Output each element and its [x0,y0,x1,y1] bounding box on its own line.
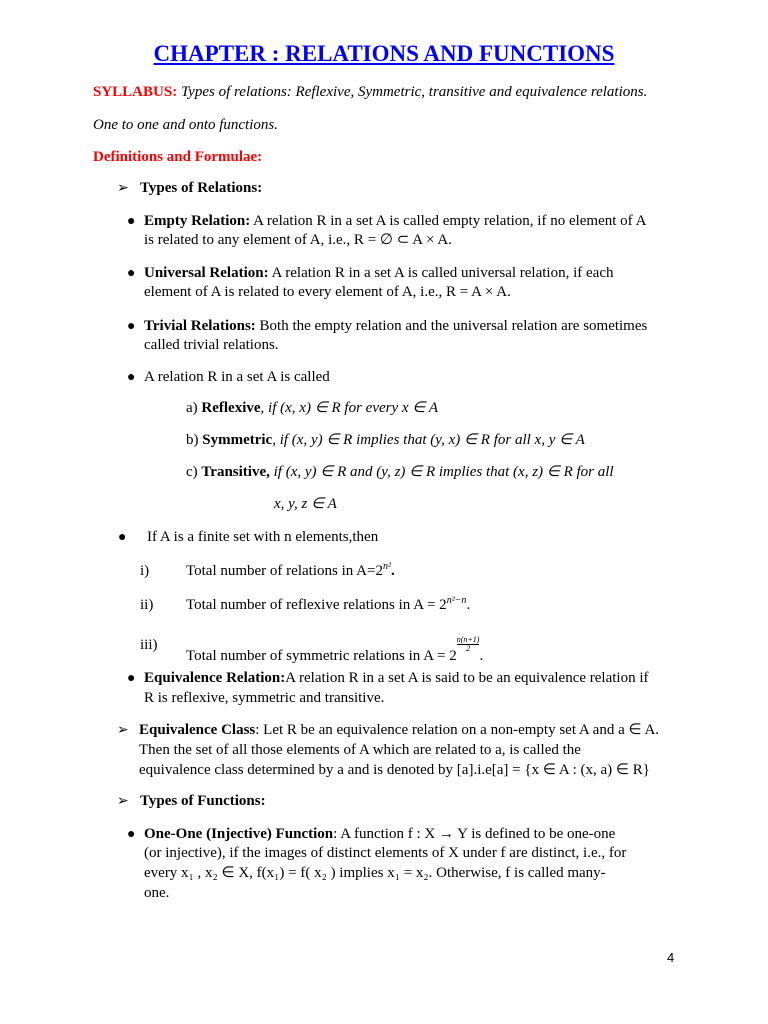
symmetric-text: , if (x, y) ∈ R implies that (y, x) ∈ R for all x, y ∈ A [272,432,585,448]
one-one-line2: (or injective), if the images of distinct elements of X under f are distinct, i.e., for [144,845,627,861]
finite-item-3-num: iii) [140,637,158,653]
arrow-bullet-icon: ➢ [117,723,129,738]
one-one-line3: every x₁ , x₂ ∈ X, f(x₁) = f( x₂ ) implies x₁ = x₂. Otherwise, f is called many- [144,865,606,881]
trivial-relations-line1: Both the empty relation and the universal relation are sometimes [255,318,648,334]
empty-relation [144,212,646,231]
empty-relation-line2: is related to any element of A, i.e., R = ∅ ⊂ A × A. [144,232,452,248]
equivalence-class-term: Equivalence Class [139,722,256,738]
bullet-icon: ● [118,530,127,545]
transitive-def [186,463,614,482]
reflexive-def [186,399,438,418]
one-one-line4: one. [144,885,170,901]
finite-item-1-num: i) [140,563,150,579]
equivalence-class-line1: : Let R be an equivalence relation on a non-empty set A and a ∈ A. [255,722,660,738]
universal-relation-line1: A relation R in a set A is called universal relation, if each [268,265,614,281]
finite-item-3-text: Total number of symmetric relations in A = 2 [186,648,457,664]
trivial-relations-term: Trivial Relations: [144,318,256,334]
syllabus-text-2: One to one and onto functions. [93,117,278,133]
relation-called: A relation R in a set A is called [144,369,330,385]
bullet-icon: ● [127,214,136,229]
finite-item-1-exp: n² [382,561,391,572]
transitive-text: if (x, y) ∈ R and (y, z) ∈ R implies that (x, z) ∈ R for all [269,464,614,480]
finite-item-2-num: ii) [140,597,154,613]
transitive-term: Transitive, [201,464,270,480]
arrow-bullet-icon: ➢ [117,794,129,809]
universal-relation [144,264,613,283]
bullet-icon: ● [127,319,136,334]
transitive-prefix: c) [186,464,202,480]
equivalence-relation-line1: A relation R in a set A is said to be an equivalence relation if [285,670,649,686]
syllabus-label: SYLLABUS: [93,84,178,100]
arrow-bullet-icon: ➢ [117,181,129,196]
symmetric-def [186,431,585,450]
finite-item-1-end: . [390,563,395,579]
syllabus-text: Types of relations: Reflexive, Symmetric, transitive and equivalence relations. [177,84,648,100]
symmetric-prefix: b) [186,432,203,448]
equivalence-relation [144,669,649,688]
finite-item-3-exp-num: n(n+1) [456,635,480,644]
transitive-line2: x, y, z ∈ A [274,496,337,512]
reflexive-term: Reflexive [201,400,261,416]
empty-relation-line1: A relation R in a set A is called empty relation, if no element of A [250,213,647,229]
finite-item-2 [186,596,470,615]
bullet-icon: ● [127,370,136,385]
one-one-line1: : A function f : X → Y is defined to be one-one [333,826,616,842]
universal-relation-line2: element of A is related to every element of A, i.e., R = A × A. [144,284,511,300]
reflexive-prefix: a) [186,400,202,416]
types-of-functions-heading: Types of Functions: [140,793,266,809]
page-title: CHAPTER : RELATIONS AND FUNCTIONS [153,41,615,66]
finite-item-3-end: . [479,648,484,664]
finite-item-3-exponent-fraction [457,636,480,653]
equivalence-class-line2: Then the set of all those elements of A which are related to a, is called the [139,742,581,758]
equivalence-relation-line2: R is reflexive, symmetric and transitive. [144,690,385,706]
finite-intro: If A is a finite set with n elements,then [147,529,379,545]
equivalence-relation-term: Equivalence Relation: [144,670,286,686]
symmetric-term: Symmetric [202,432,273,448]
empty-relation-term: Empty Relation: [144,213,251,229]
reflexive-text: , if (x, x) ∈ R for every x ∈ A [260,400,439,416]
one-one-term: One-One (Injective) Function [144,826,334,842]
trivial-relations-line2: called trivial relations. [144,337,279,353]
bullet-icon: ● [127,266,136,281]
finite-item-2-text: Total number of reflexive relations in A = 2 [186,597,447,613]
finite-item-3 [186,636,483,666]
universal-relation-term: Universal Relation: [144,265,269,281]
equivalence-class-line3: equivalence class determined by a and is denoted by [a].i.e[a] = {x ∈ A : (x, a) ∈ R} [139,762,650,778]
one-one-function [144,825,615,844]
equivalence-class [139,721,659,740]
page-number: 4 [667,950,675,965]
finite-item-1 [186,562,395,581]
bullet-icon: ● [127,827,136,842]
syllabus-line [93,83,647,102]
trivial-relations [144,317,647,336]
finite-item-3-exp-den: 2 [466,644,471,653]
finite-item-1-text: Total number of relations in A=2 [186,563,383,579]
definitions-heading: Definitions and Formulae: [93,149,263,165]
finite-item-2-end: . [466,597,471,613]
types-of-relations-heading: Types of Relations: [140,180,263,196]
finite-item-2-exp: n²−n [446,595,467,606]
bullet-icon: ● [127,671,136,686]
